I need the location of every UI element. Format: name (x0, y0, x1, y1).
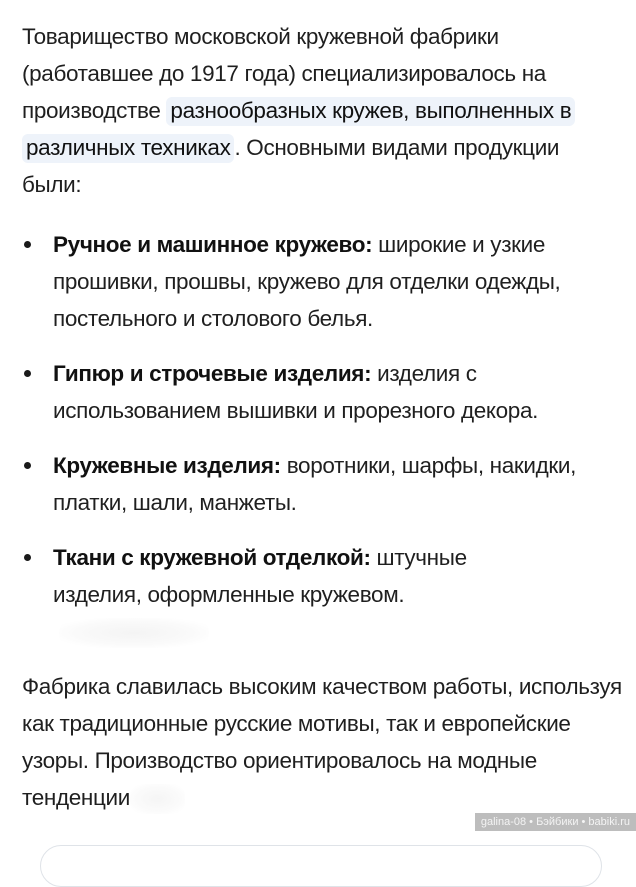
list-item-title: Кружевные изделия: (53, 453, 281, 478)
intro-text-before: Товарищество московской кружевной фабрики (работавшее до 1917 года) специализировалось на производстве (22, 24, 546, 123)
intro-paragraph (22, 18, 622, 203)
list-item-description: широкие и узкие прошивки, прошвы, кружево для отделки одежды, постельного и столового белья. (53, 232, 561, 331)
list-item-description: штучные изделия, оформленные кружевом. (53, 545, 467, 607)
watermark: galina-08 • Бэйбики • babiki.ru (475, 813, 636, 831)
outro-paragraph (22, 668, 622, 816)
list-item-description: изделия с использованием вышивки и прорезного декора. (53, 361, 539, 423)
list-item-title: Гипюр и строчевые изделия: (53, 361, 372, 386)
list-item (22, 226, 622, 337)
list-item-title: Ручное и машинное кружево: (53, 232, 373, 257)
intro-text-after: . Основными видами продукции были: (22, 135, 560, 197)
list-item (22, 355, 622, 429)
products-list (22, 226, 622, 650)
bullet-icon (24, 241, 31, 248)
list-item (22, 539, 622, 650)
bottom-input-card[interactable] (40, 845, 602, 887)
bullet-icon (24, 462, 31, 469)
bullet-icon (24, 370, 31, 377)
blurred-region (130, 784, 185, 814)
list-item-title: Ткани с кружевной отделкой: (53, 545, 371, 570)
bullet-icon (24, 554, 31, 561)
blurred-region (59, 618, 209, 648)
list-item-description: воротники, шарфы, накидки, платки, шали, манжеты. (53, 453, 576, 515)
list-item (22, 447, 622, 521)
highlighted-phrase[interactable]: разнообразных кружев, выполненных в различных техниках (22, 97, 575, 163)
response-content (22, 18, 622, 816)
outro-text: Фабрика славилась высоким качеством работы, используя как традиционные русские мотивы, так и европейские узоры. Производство ориентировалось на модные тенденции (22, 674, 622, 810)
